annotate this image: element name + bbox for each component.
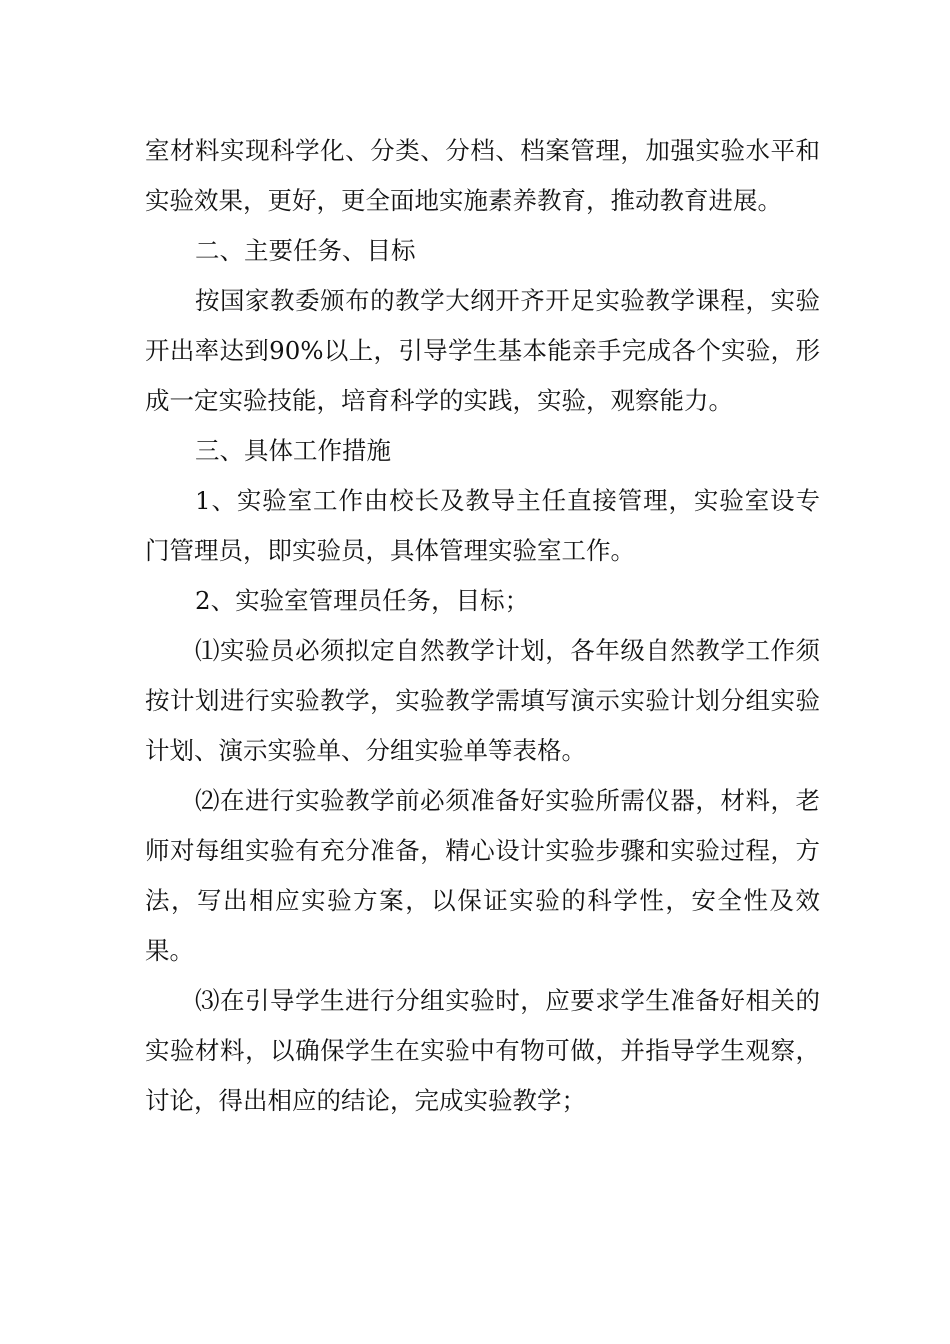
section-heading-3: 三、具体工作措施 (195, 436, 391, 465)
paragraph-item-2: 2、实验室管理员任务，目标； (195, 586, 530, 615)
paragraph-tasks: 按国家教委颁布的教学大纲开齐开足实验教学课程，实验开出率达到90%以上，引导学生基本能亲手完成各个实验，形成一定实验技能，培育科学的实践，实验，观察能力。 (145, 286, 820, 415)
paragraph-subitem-3: ⑶在引导学生进行分组实验时，应要求学生准备好相关的实验材料，以确保学生在实验中有物可做，并指导学生观察，讨论，得出相应的结论，完成实验教学； (145, 986, 820, 1115)
paragraph-subitem-2: ⑵在进行实验教学前必须准备好实验所需仪器，材料，老师对每组实验有充分准备，精心设计实验步骤和实验过程，方法，写出相应实验方案，以保证实验的科学性，安全性及效果。 (145, 786, 820, 965)
section-heading-2: 二、主要任务、目标 (195, 236, 416, 265)
paragraph-item-1: 1、实验室工作由校长及教导主任直接管理，实验室设专门管理员，即实验员，具体管理实验室工作。 (145, 486, 820, 565)
paragraph-continuation: 室材料实现科学化、分类、分档、档案管理，加强实验水平和实验效果，更好，更全面地实施素养教育，推动教育进展。 (145, 136, 820, 215)
paragraph-subitem-1: ⑴实验员必须拟定自然教学计划，各年级自然教学工作须按计划进行实验教学，实验教学需填写演示实验计划分组实验计划、演示实验单、分组实验单等表格。 (145, 636, 820, 765)
document-body (145, 126, 820, 1126)
